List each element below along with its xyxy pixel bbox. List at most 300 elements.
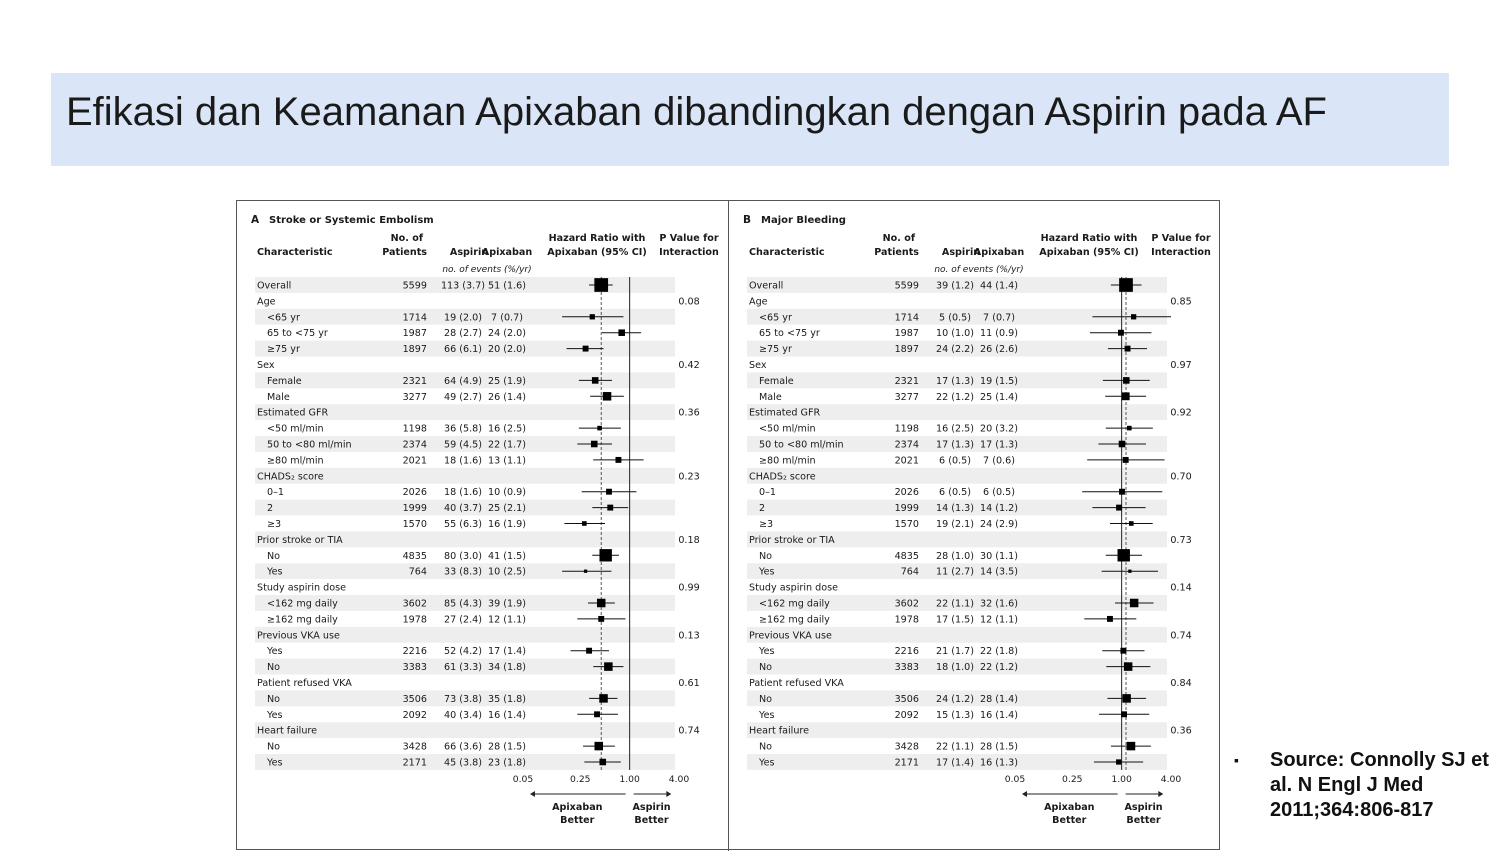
row-aspirin-events: 17 (1.3) [935,439,975,451]
row-label: ≥3 [267,519,282,530]
row-apixaban-events: 16 (1.4) [979,709,1019,721]
p-value: 0.85 [1170,296,1192,308]
row-apixaban-events: 24 (2.0) [487,328,527,340]
row-label: ≥162 mg daily [759,614,830,626]
row-aspirin-events: 66 (3.6) [443,741,483,753]
col-p-2: Interaction [1151,247,1211,258]
row-apixaban-events: 10 (0.9) [487,487,527,499]
row-label: ≥75 yr [267,344,300,356]
row-patients: 2092 [894,709,919,721]
row-label: No [267,550,281,562]
row-apixaban-events: 22 (1.2) [979,662,1019,674]
hr-marker [1119,489,1125,495]
col-hr-1: Hazard Ratio with [1040,233,1138,244]
group-label: CHADS₂ score [257,471,324,483]
left-favor-label: Apixaban [1044,802,1095,813]
row-label: <50 ml/min [759,423,816,435]
row-apixaban-events: 16 (1.3) [979,757,1019,769]
x-tick-label: 4.00 [1160,774,1182,785]
bullet-icon: ▪ [1234,752,1239,768]
hr-marker [1129,521,1134,526]
row-shade [255,722,675,738]
row-label: No [267,693,281,705]
hr-marker [1123,457,1129,463]
row-label: Yes [267,566,283,578]
row-label: <162 mg daily [759,598,830,610]
row-label: Yes [759,566,775,578]
hr-marker [599,759,606,766]
hr-marker [591,441,598,448]
row-patients: 2021 [402,455,427,467]
panel-letter: B [743,214,752,226]
hr-marker [1127,742,1136,751]
x-tick-label: 0.25 [570,774,591,785]
row-aspirin-events: 24 (1.2) [935,693,975,705]
hr-marker [599,549,611,561]
p-value: 0.97 [1170,360,1192,371]
col-p-2: Interaction [659,247,719,258]
x-tick-label: 1.00 [1111,774,1132,785]
hr-marker [583,346,589,352]
row-label: No [759,693,773,705]
hr-marker [598,616,604,622]
row-patients: 1978 [894,614,919,626]
row-apixaban-events: 10 (2.5) [487,566,527,578]
left-favor-label: Apixaban [552,802,603,813]
row-label: No [759,741,773,753]
row-label: No [267,741,281,753]
row-patients: 4835 [402,550,427,562]
hr-marker [615,457,621,463]
row-apixaban-events: 23 (1.8) [487,757,527,769]
row-aspirin-events: 85 (4.3) [443,598,483,610]
hr-marker [590,314,595,319]
hr-marker [606,489,612,495]
row-patients: 4835 [894,550,919,562]
col-patients-1: No. of [882,233,915,244]
right-favor-label: Aspirin [632,802,671,813]
row-patients: 1714 [402,312,427,324]
col-p-1: P Value for [1151,233,1211,244]
row-patients: 2374 [894,439,919,451]
hr-marker [607,505,613,511]
row-aspirin-events: 55 (6.3) [443,519,483,530]
row-label: Yes [267,709,283,721]
col-events-note: no. of events (%/yr) [934,265,1024,275]
row-apixaban-events: 26 (2.6) [979,344,1019,356]
row-apixaban-events: 25 (2.1) [487,503,527,515]
slide-title: Efikasi dan Keamanan Apixaban dibandingkan dengan Aspirin pada AF [66,90,1327,134]
source-text: Source: Connolly SJ et al. N Engl J Med 2011;364:806-817 [1270,749,1489,821]
p-value: 0.99 [678,582,700,594]
row-aspirin-events: 22 (1.2) [935,391,975,403]
col-patients-2: Patients [874,247,919,258]
row-patients: 2021 [894,455,919,467]
row-patients: 2374 [402,439,427,451]
group-label: Estimated GFR [257,407,329,419]
row-apixaban-events: 32 (1.6) [979,598,1019,610]
p-value: 0.14 [1170,582,1192,594]
hr-marker [584,570,587,573]
col-events-note: no. of events (%/yr) [442,265,532,275]
row-apixaban-events: 22 (1.7) [487,439,527,451]
row-patients: 3428 [402,741,427,753]
panel-letter: A [251,214,260,226]
hr-marker [1120,648,1126,654]
p-value: 0.36 [1170,725,1192,737]
row-patients: 1978 [402,614,427,626]
row-label: Yes [267,757,283,769]
row-label: Yes [759,709,775,721]
group-label: Sex [257,360,275,371]
panel-b-bleeding [729,201,1219,851]
hr-marker [1118,330,1124,336]
p-value: 0.18 [678,534,700,546]
row-patients: 1198 [402,423,427,435]
row-apixaban-events: 7 (0.7) [491,312,523,324]
row-aspirin-events: 28 (2.7) [443,328,483,340]
row-aspirin-events: 24 (2.2) [935,344,975,356]
row-aspirin-events: 22 (1.1) [935,598,975,610]
row-label: 50 to <80 ml/min [267,439,352,451]
row-apixaban-events: 16 (2.5) [487,423,527,435]
row-patients: 3602 [894,598,919,610]
row-label: 2 [759,503,766,515]
row-aspirin-events: 17 (1.5) [935,614,975,626]
row-label: <50 ml/min [267,423,324,435]
row-label: No [759,662,773,674]
row-label: 50 to <80 ml/min [759,439,844,451]
p-value: 0.23 [678,471,700,483]
group-label: Prior stroke or TIA [257,534,343,546]
arrow-right-icon [1158,791,1163,797]
row-patients: 764 [408,566,427,578]
p-value: 0.74 [1170,630,1192,642]
p-value: 0.74 [678,725,700,737]
row-patients: 3506 [402,693,427,705]
row-aspirin-events: 10 (1.0) [935,328,975,340]
row-patients: 764 [900,566,919,578]
row-apixaban-events: 12 (1.1) [979,614,1019,626]
row-aspirin-events: 113 (3.7) [440,280,486,292]
row-label: No [759,550,773,562]
row-aspirin-events: 33 (8.3) [443,566,483,578]
arrow-left-icon [1022,791,1027,797]
row-label: Overall [257,280,292,292]
row-apixaban-events: 30 (1.1) [979,550,1019,562]
row-apixaban-events: 28 (1.5) [979,741,1019,753]
group-label: Age [749,296,768,308]
left-favor-label-2: Better [1052,815,1087,826]
row-patients: 1714 [894,312,919,324]
p-value: 0.36 [678,407,700,419]
col-apixaban: Apixaban [973,247,1025,258]
group-label: Estimated GFR [749,407,821,419]
hr-marker [1107,616,1113,622]
row-aspirin-events: 36 (5.8) [443,423,483,435]
row-apixaban-events: 35 (1.8) [487,693,527,705]
row-apixaban-events: 22 (1.8) [979,646,1019,658]
hr-marker [1125,346,1131,352]
hr-marker [1127,426,1132,431]
row-aspirin-events: 45 (3.8) [443,757,483,769]
group-label: Patient refused VKA [257,678,352,689]
row-patients: 1897 [894,344,919,356]
row-label: Yes [759,646,775,658]
row-apixaban-events: 28 (1.4) [979,693,1019,705]
row-apixaban-events: 7 (0.7) [983,312,1015,324]
p-value: 0.08 [678,296,700,308]
row-patients: 2026 [402,487,427,499]
row-aspirin-events: 6 (0.5) [939,455,971,467]
row-patients: 3277 [402,391,427,403]
p-value: 0.13 [678,630,700,642]
group-label: Previous VKA use [749,630,832,642]
group-label: Prior stroke or TIA [749,534,835,546]
row-apixaban-events: 16 (1.9) [487,519,527,530]
row-patients: 1570 [894,519,919,530]
col-aspirin: Aspirin [449,247,489,258]
hr-marker [1122,694,1131,703]
col-p-1: P Value for [659,233,719,244]
hr-marker [1116,505,1122,511]
row-aspirin-events: 52 (4.2) [443,646,483,658]
group-label: Patient refused VKA [749,678,844,689]
row-shade [747,722,1167,738]
row-patients: 2026 [894,487,919,499]
row-patients: 2216 [402,646,427,658]
row-apixaban-events: 13 (1.1) [487,455,527,467]
row-apixaban-events: 20 (2.0) [487,344,527,356]
group-label: Previous VKA use [257,630,340,642]
hr-marker [594,278,608,292]
right-favor-label-2: Better [634,815,669,826]
col-hr-2: Apixaban (95% CI) [547,247,647,258]
right-favor-label: Aspirin [1124,802,1163,813]
row-patients: 2092 [402,709,427,721]
x-tick-label: 0.25 [1062,774,1083,785]
row-patients: 2171 [402,757,427,769]
row-label: 0–1 [267,487,285,499]
row-label: Yes [267,646,283,658]
hr-marker [1123,377,1130,384]
forest-svg-b [729,201,1219,851]
row-label: 0–1 [759,487,777,499]
row-aspirin-events: 16 (2.5) [935,423,975,435]
row-aspirin-events: 64 (4.9) [443,375,483,387]
row-apixaban-events: 14 (3.5) [979,566,1019,578]
row-apixaban-events: 16 (1.4) [487,709,527,721]
row-aspirin-events: 19 (2.0) [443,312,483,324]
row-aspirin-events: 49 (2.7) [443,391,483,403]
forest-svg-a [237,201,727,851]
row-apixaban-events: 17 (1.3) [979,439,1019,451]
row-label: ≥80 ml/min [759,455,816,467]
row-aspirin-events: 15 (1.3) [935,709,975,721]
row-label: <162 mg daily [267,598,338,610]
hr-marker [604,662,613,671]
row-apixaban-events: 11 (0.9) [979,328,1019,340]
row-apixaban-events: 6 (0.5) [983,487,1015,499]
row-apixaban-events: 12 (1.1) [487,614,527,626]
row-aspirin-events: 73 (3.8) [443,693,483,705]
left-favor-label-2: Better [560,815,595,826]
hr-marker [603,392,612,401]
row-apixaban-events: 17 (1.4) [487,646,527,658]
row-label: Yes [759,757,775,769]
p-value: 0.61 [678,678,700,689]
hr-marker [592,377,599,384]
row-aspirin-events: 18 (1.6) [443,487,483,499]
group-label: CHADS₂ score [749,471,816,483]
row-patients: 1897 [402,344,427,356]
hr-marker [1128,570,1131,573]
row-aspirin-events: 22 (1.1) [935,741,975,753]
row-patients: 2321 [402,375,427,387]
row-patients: 5599 [402,280,427,292]
hr-marker [1119,278,1133,292]
arrow-right-icon [666,791,671,797]
col-characteristic: Characteristic [257,247,333,258]
hr-marker [582,521,587,526]
row-aspirin-events: 39 (1.2) [935,280,975,292]
group-label: Heart failure [257,725,318,737]
group-label: Heart failure [749,725,810,737]
hr-marker [1116,759,1121,764]
row-label: 65 to <75 yr [759,328,820,340]
row-patients: 1999 [894,503,919,515]
row-label: Female [759,375,794,387]
col-apixaban: Apixaban [481,247,533,258]
hr-marker [1119,441,1126,448]
p-value: 0.70 [1170,471,1192,483]
row-apixaban-events: 28 (1.5) [487,741,527,753]
p-value: 0.92 [1170,407,1192,419]
row-apixaban-events: 19 (1.5) [979,375,1019,387]
row-label: ≥80 ml/min [267,455,324,467]
row-patients: 2216 [894,646,919,658]
row-apixaban-events: 20 (3.2) [979,423,1019,435]
row-patients: 3506 [894,693,919,705]
panel-a-stroke [237,201,727,851]
group-label: Study aspirin dose [749,582,838,594]
row-apixaban-events: 14 (1.2) [979,503,1019,515]
x-tick-label: 0.05 [1004,774,1026,785]
title-bar [51,73,1449,166]
col-patients-1: No. of [390,233,423,244]
row-patients: 3383 [894,662,919,674]
row-aspirin-events: 18 (1.6) [443,455,483,467]
row-apixaban-events: 26 (1.4) [487,391,527,403]
col-patients-2: Patients [382,247,427,258]
col-characteristic: Characteristic [749,247,825,258]
row-label: Overall [749,280,784,292]
right-favor-label-2: Better [1126,815,1161,826]
row-aspirin-events: 14 (1.3) [935,503,975,515]
row-aspirin-events: 40 (3.4) [443,709,483,721]
row-label: ≥162 mg daily [267,614,338,626]
row-patients: 3428 [894,741,919,753]
hr-marker [1131,314,1136,319]
row-patients: 3383 [402,662,427,674]
hr-marker [597,426,602,431]
p-value: 0.73 [1170,534,1192,546]
row-apixaban-events: 24 (2.9) [979,519,1019,530]
row-patients: 2171 [894,757,919,769]
row-apixaban-events: 34 (1.8) [487,662,527,674]
row-patients: 5599 [894,280,919,292]
row-apixaban-events: 7 (0.6) [983,455,1015,467]
row-label: Male [267,391,290,403]
row-aspirin-events: 18 (1.0) [935,662,975,674]
row-label: ≥3 [759,519,774,530]
row-aspirin-events: 19 (2.1) [935,519,975,530]
hr-marker [595,742,604,751]
row-aspirin-events: 40 (3.7) [443,503,483,515]
col-hr-1: Hazard Ratio with [548,233,646,244]
row-aspirin-events: 28 (1.0) [935,550,975,562]
hr-marker [1130,599,1139,608]
hr-marker [618,329,625,336]
row-aspirin-events: 66 (6.1) [443,344,483,356]
row-label: Female [267,375,302,387]
panel-title: Major Bleeding [761,215,846,226]
col-aspirin: Aspirin [941,247,981,258]
hr-marker [1122,392,1130,400]
row-label: Male [759,391,782,403]
row-aspirin-events: 6 (0.5) [939,487,971,499]
row-aspirin-events: 21 (1.7) [935,646,975,658]
row-patients: 1999 [402,503,427,515]
row-patients: 3277 [894,391,919,403]
row-aspirin-events: 61 (3.3) [443,662,483,674]
row-apixaban-events: 39 (1.9) [487,598,527,610]
row-apixaban-events: 44 (1.4) [979,280,1019,292]
x-tick-label: 4.00 [668,774,690,785]
hr-marker [594,711,600,717]
hr-marker [1124,662,1133,671]
row-label: <65 yr [267,312,300,324]
row-apixaban-events: 25 (1.9) [487,375,527,387]
row-aspirin-events: 59 (4.5) [443,439,483,451]
col-hr-2: Apixaban (95% CI) [1039,247,1139,258]
row-apixaban-events: 25 (1.4) [979,391,1019,403]
group-label: Sex [749,360,767,371]
arrow-left-icon [530,791,535,797]
row-aspirin-events: 17 (1.4) [935,757,975,769]
group-label: Study aspirin dose [257,582,346,594]
hr-marker [597,599,606,608]
row-patients: 1198 [894,423,919,435]
row-aspirin-events: 5 (0.5) [939,312,971,324]
group-label: Age [257,296,276,308]
row-apixaban-events: 51 (1.6) [487,280,527,292]
hr-marker [586,648,592,654]
hr-marker [1118,549,1130,561]
hr-marker [599,694,608,703]
row-apixaban-events: 41 (1.5) [487,550,527,562]
row-aspirin-events: 11 (2.7) [935,566,975,578]
p-value: 0.42 [678,360,700,371]
row-label: <65 yr [759,312,792,324]
row-aspirin-events: 80 (3.0) [443,550,483,562]
hr-marker [1121,711,1127,717]
row-label: 2 [267,503,274,515]
row-patients: 1570 [402,519,427,530]
row-label: ≥75 yr [759,344,792,356]
row-patients: 2321 [894,375,919,387]
forest-plot-figure [236,200,1220,850]
